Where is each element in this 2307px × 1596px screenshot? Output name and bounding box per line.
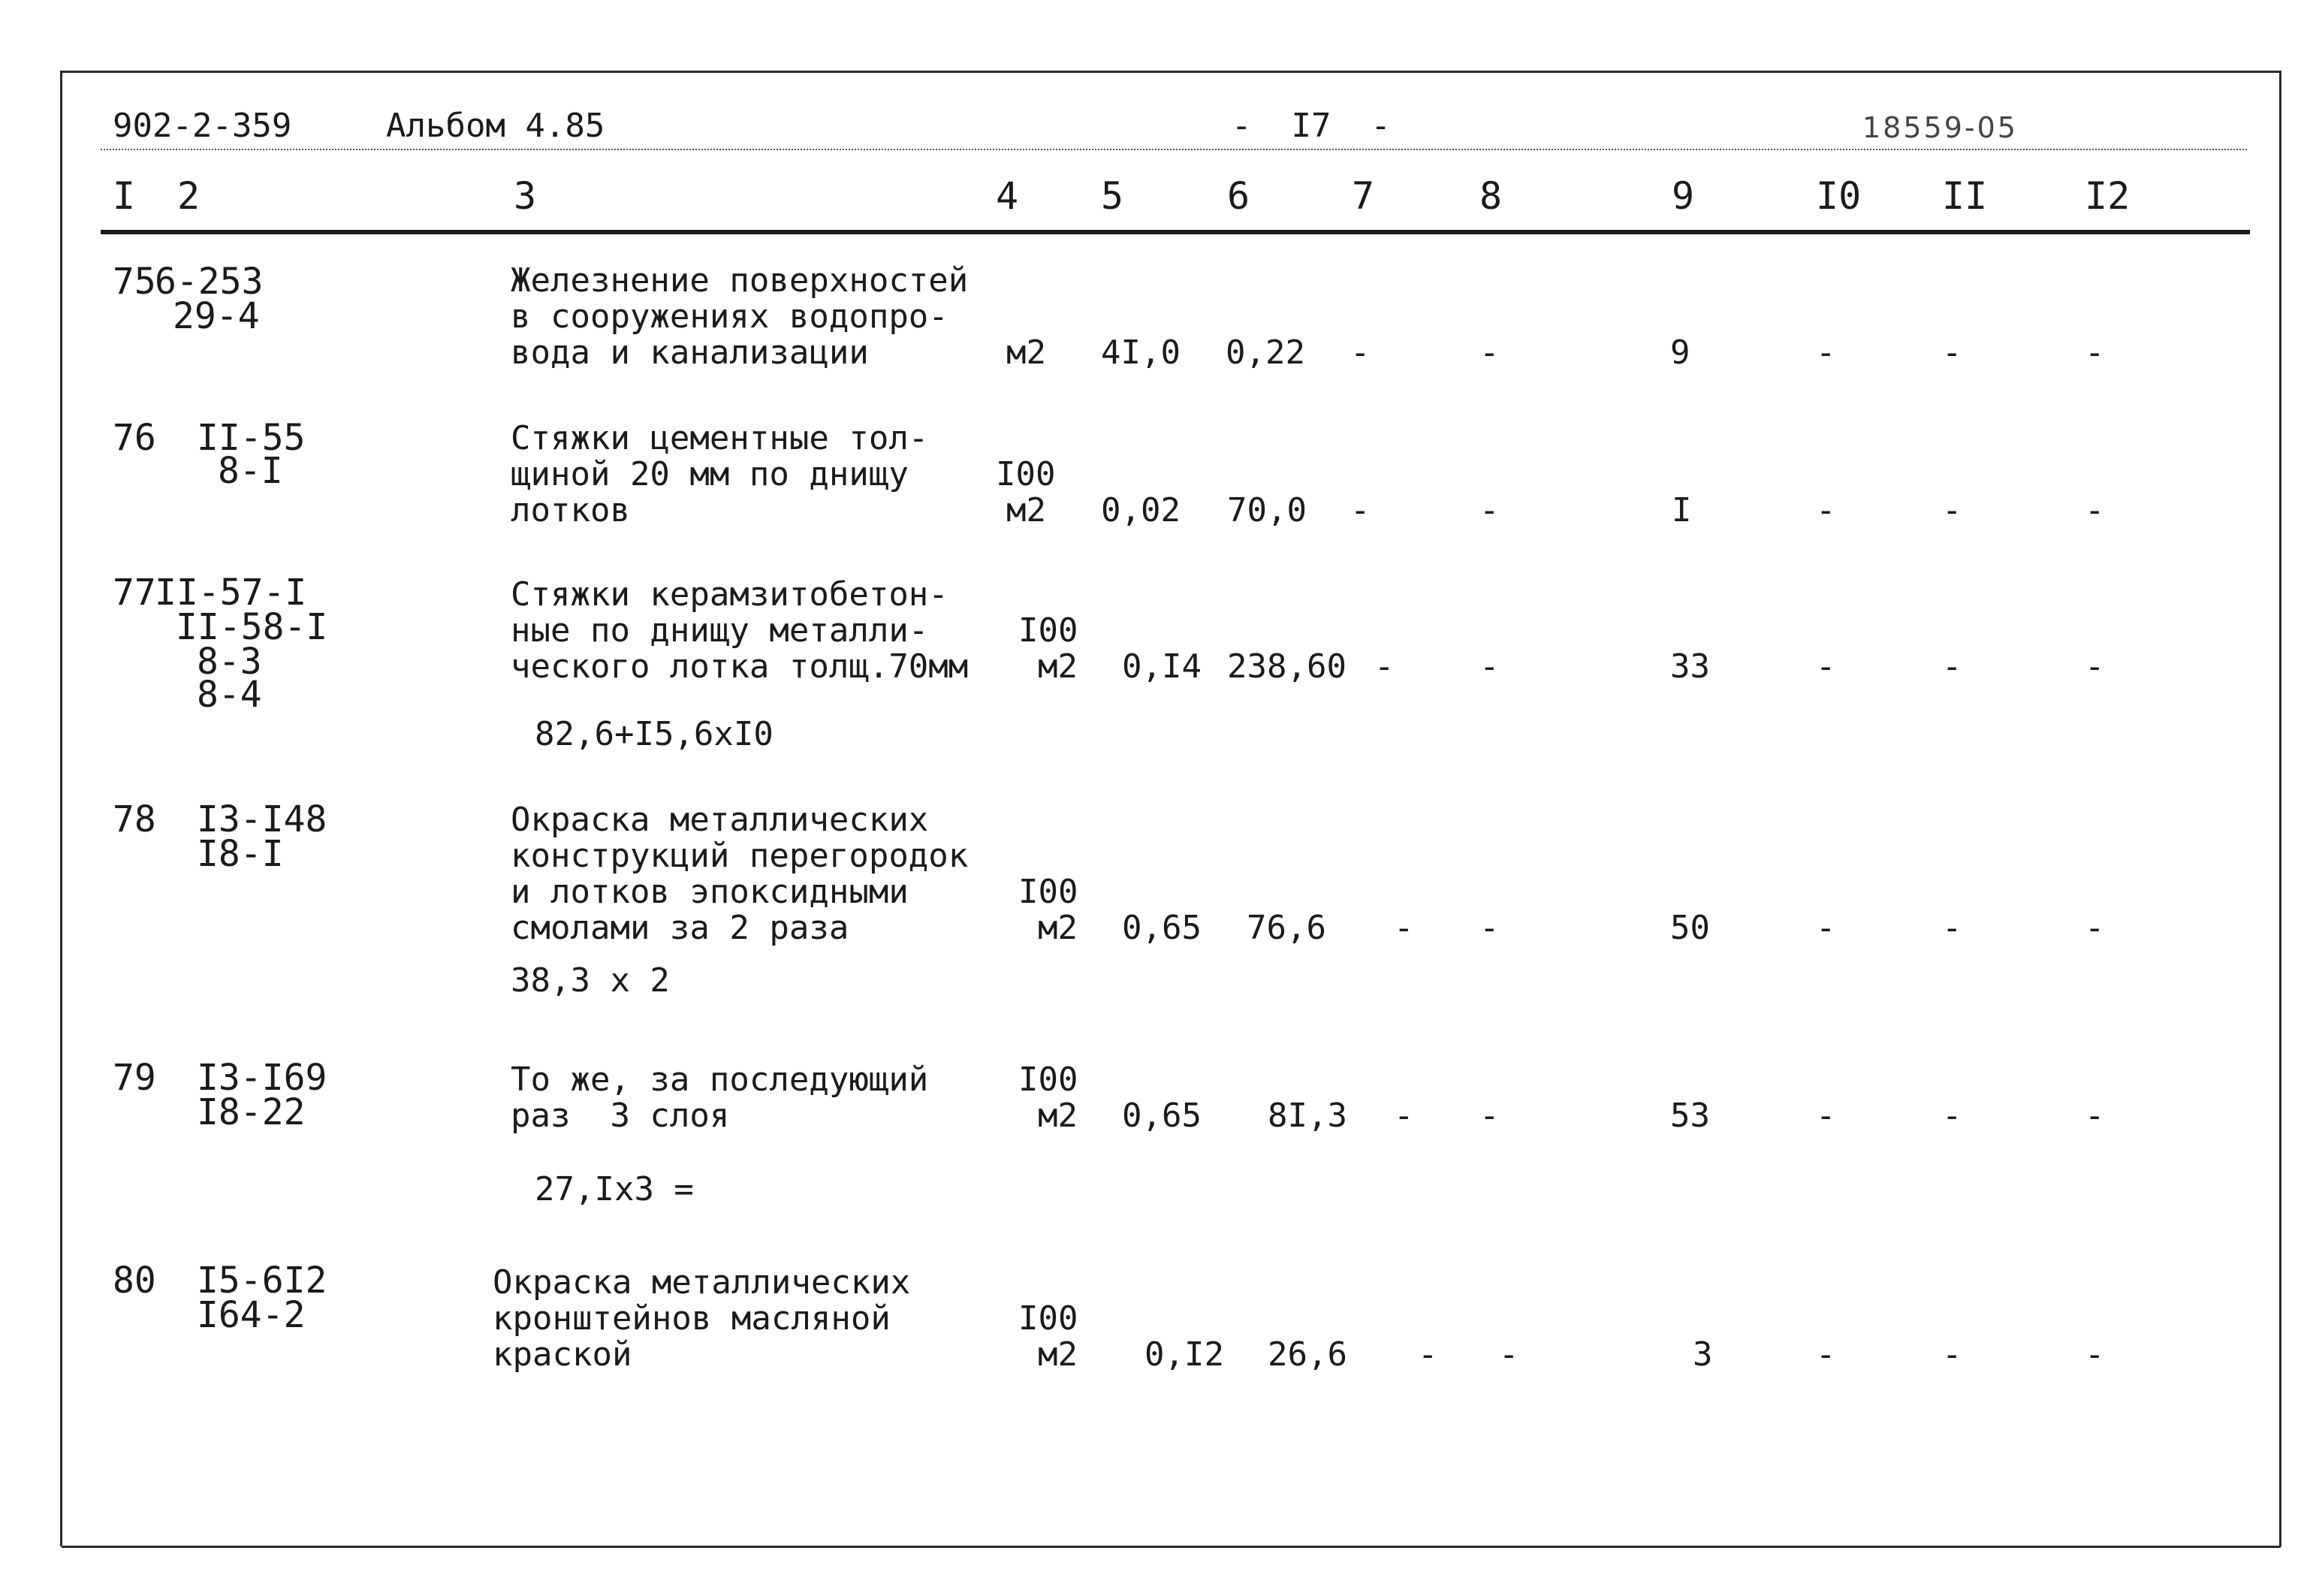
row-col12: - [2085,647,2105,686]
row-unit-line: м2 [1038,1335,1078,1374]
row-col7: - [1350,491,1371,529]
row-number: 80 [113,1260,156,1302]
row-code-line: II-55 [197,417,306,459]
col-header-7: 7 [1352,174,1375,218]
row-unit-line: I00 [1018,1060,1078,1099]
row-col9: 33 [1670,647,1710,686]
col-header-2: 2 [177,174,201,218]
row-code-line: I3-I69 [197,1057,327,1099]
row-quantity: 0,I2 [1144,1335,1224,1374]
row-unit-line: м2 [1038,1097,1078,1135]
row-description-line: Стяжки керамзитобетон- [511,575,948,614]
row-calculation: 38,3 x 2 [511,961,670,1000]
row-code-line: I64-2 [197,1294,306,1336]
row-code-line: 6-253 [155,261,264,303]
row-col10: - [1816,909,1836,947]
row-unit-line: I00 [1018,1299,1078,1338]
row-col10: - [1816,647,1836,686]
row-col7: - [1418,1335,1438,1374]
row-col10: - [1816,333,1836,372]
row-col11: - [1942,491,1962,529]
row-description-line: Окраска металлических [493,1263,911,1302]
col-header-5: 5 [1101,174,1124,218]
row-description-line: краской [493,1335,632,1374]
row-col12: - [2085,1335,2105,1374]
row-col7: - [1394,1097,1414,1135]
row-unit-line: I00 [996,455,1056,493]
row-number: 76 [113,417,156,459]
col-header-11: II [1942,174,1988,218]
row-calculation: 27,Ix3 = [535,1170,694,1208]
row-unit-line: I00 [1018,873,1078,911]
row-col11: - [1942,647,1962,686]
row-description-line: раз 3 слоя [511,1097,730,1135]
row-col11: - [1942,909,1962,947]
row-calculation: 82,6+I5,6xI0 [535,715,774,753]
doc-number: 902-2-359 [113,107,292,145]
row-col8: - [1479,491,1500,529]
row-price: 238,60 [1227,647,1347,686]
row-number: 75 [113,261,156,303]
row-col11: - [1942,1097,1962,1135]
row-unit-line: м2 [1006,333,1046,372]
row-code-line: 8-I [218,450,283,492]
row-number: 78 [113,798,156,840]
frame-top-border [62,71,2280,73]
col-header-1: I [113,174,136,218]
row-col9: 53 [1670,1097,1710,1135]
row-quantity: 4I,0 [1101,333,1181,372]
row-col8: - [1479,909,1500,947]
row-description-line: и лотков эпоксидными [511,873,909,911]
col-header-12: I2 [2085,174,2131,218]
row-col7: - [1394,909,1414,947]
row-code-line: I8-22 [197,1091,306,1133]
row-code-line: I3-I48 [197,798,327,840]
row-col9: 9 [1670,333,1690,372]
row-price: 70,0 [1227,491,1307,529]
row-price: 0,22 [1226,333,1305,372]
row-unit-line: м2 [1038,909,1078,947]
album-label: Альбом 4.85 [386,107,605,145]
row-description-line: ные по днищу металли- [511,611,929,650]
archive-stamp: 18559-05 [1862,111,2018,144]
row-col10: - [1816,491,1836,529]
row-unit-line: I00 [1018,611,1078,650]
row-price: 26,6 [1268,1335,1347,1374]
row-description-line: щиной 20 мм по днищу [511,455,909,493]
page-number: - I7 - [1232,107,1391,145]
row-unit-line: м2 [1038,647,1078,686]
row-code-line: 8-3 [197,641,262,683]
row-price: 8I,3 [1268,1097,1347,1135]
col-header-8: 8 [1479,174,1503,218]
row-quantity: 0,65 [1122,1097,1202,1135]
col-header-3: 3 [514,174,537,218]
frame-bottom-border [62,1546,2281,1548]
row-code-line: II-57-I [155,572,307,614]
row-code-line: 29-4 [173,295,260,337]
row-col9: 50 [1670,909,1710,947]
row-description-line: конструкций перегородок [511,837,969,875]
col-header-4: 4 [996,174,1019,218]
row-description-line: смолами за 2 раза [511,909,849,947]
row-col12: - [2085,491,2105,529]
row-description-line: вода и канализации [511,333,869,372]
row-col9: 3 [1693,1335,1713,1374]
row-quantity: 0,I4 [1122,647,1202,686]
row-col7: - [1350,333,1371,372]
row-col8: - [1479,647,1500,686]
row-description-line: ческого лотка толщ.70мм [511,647,969,686]
row-col9: I [1672,491,1692,529]
header-separator [101,149,2247,150]
row-col11: - [1942,1335,1962,1374]
row-col10: - [1816,1097,1836,1135]
row-description-line: в сооружениях водопро- [511,297,948,336]
row-quantity: 0,65 [1122,909,1202,947]
row-number: 77 [113,572,156,614]
col-header-10: I0 [1816,174,1862,218]
row-col8: - [1479,1097,1500,1135]
row-description-line: лотков [511,491,630,529]
row-price: 76,6 [1247,909,1326,947]
col-header-9: 9 [1672,174,1695,218]
col-header-6: 6 [1227,174,1250,218]
column-header-rule [101,230,2250,234]
row-code-line: I8-I [197,833,284,875]
row-col7: - [1374,647,1395,686]
frame-right-border [2279,71,2281,1546]
row-col8: - [1479,333,1500,372]
row-description-line: Окраска металлических [511,801,929,839]
row-code-line: 8-4 [197,674,262,716]
row-col12: - [2085,909,2105,947]
row-code-line: I5-6I2 [197,1260,327,1302]
row-col11: - [1942,333,1962,372]
row-unit-line: м2 [1006,491,1046,529]
row-description-line: То же, за последующий [511,1060,929,1099]
row-description-line: кронштейнов масляной [493,1299,891,1338]
row-col8: - [1499,1335,1519,1374]
row-number: 79 [113,1057,156,1099]
row-col10: - [1816,1335,1836,1374]
row-col12: - [2085,333,2105,372]
row-description-line: Стяжки цементные тол- [511,419,929,457]
row-col12: - [2085,1097,2105,1135]
row-code-line: II-58-I [176,606,328,648]
frame-left-border [60,71,62,1546]
row-quantity: 0,02 [1101,491,1181,529]
row-description-line: Железнение поверхностей [511,261,969,300]
